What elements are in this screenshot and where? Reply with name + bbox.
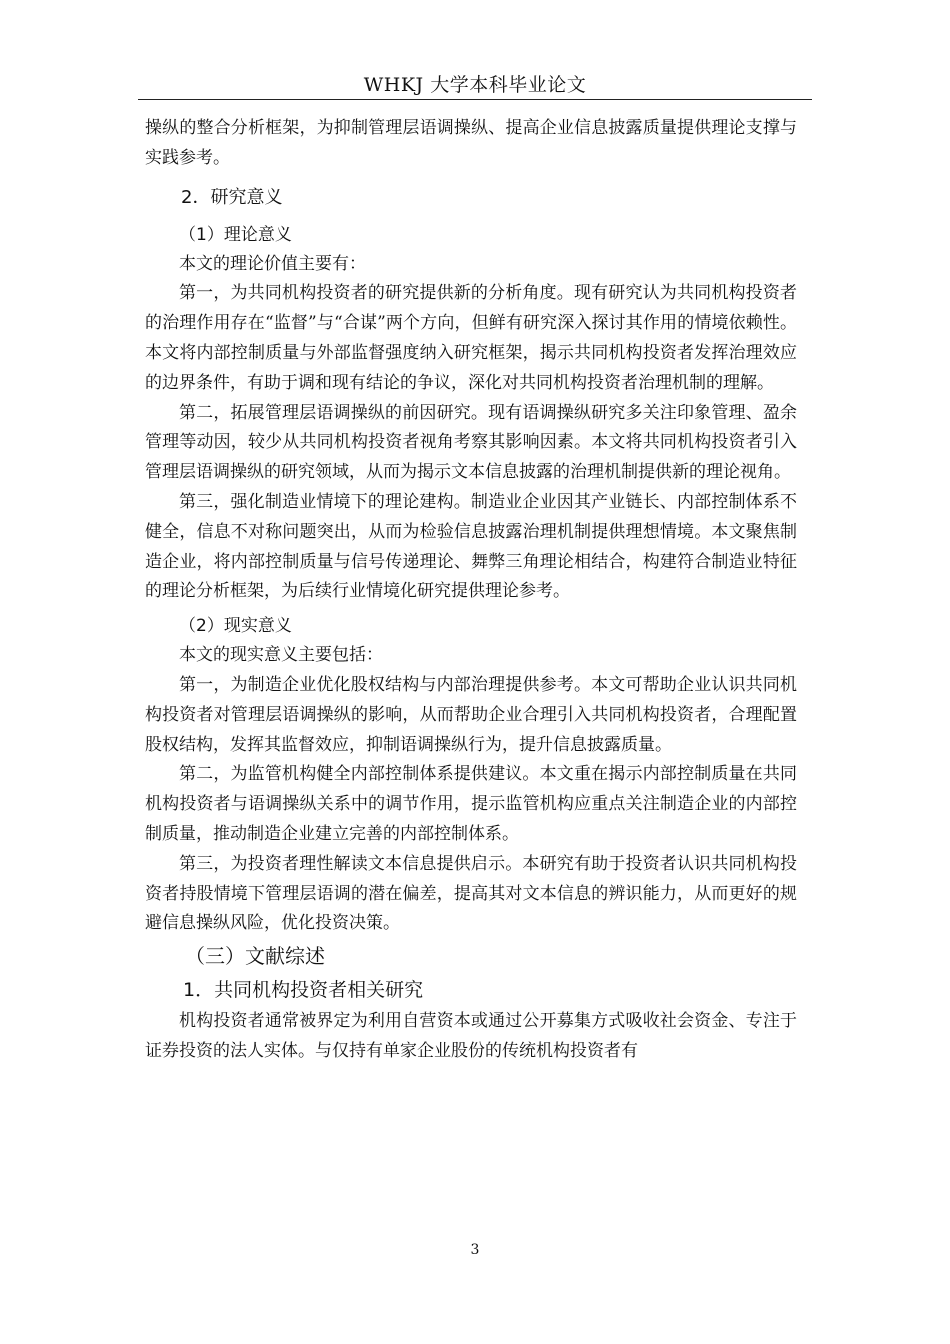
paragraph-theory-3: 第三，强化制造业情境下的理论建构。制造业企业因其产业链长、内部控制体系不健全，信息不对称问题突出，从而为检验信息披露治理机制提供理想情境。本文聚焦制造企业，将内部控制质量与信号传递理论、舞弊三角理论相结合，构建符合制造业特征的理论分析框架，为后续行业情境化研究提供理论参考。 <box>145 491 797 602</box>
paragraph-practice-1: 第一，为制造企业优化股权结构与内部治理提供参考。本文可帮助企业认识共同机构投资者对管理层语调操纵的影响，从而帮助企业合理引入共同机构投资者，合理配置股权结构，发挥其监督效应，抑制语调操纵行为，提升信息披露质量。 <box>145 674 797 755</box>
paragraph-theory-1: 第一，为共同机构投资者的研究提供新的分析角度。现有研究认为共同机构投资者的治理作用存在“监督”与“合谋”两个方向，但鲜有研究深入探讨其作用的情境依赖性。本文将内部控制质量与外部监督强度纳入研究框架，揭示共同机构投资者发挥治理效应的边界条件，有助于调和现有结论的争议，深化对共同机构投资者治理机制的理解。 <box>145 283 797 393</box>
paragraph-practice-2: 第二，为监管机构健全内部控制体系提供建议。本文重在揭示内部控制质量在共同机构投资者与语调操纵关系中的调节作用，提示监管机构应重点关注制造企业的内部控制质量，推动制造企业建立完善的内部控制体系。 <box>145 764 797 844</box>
paragraph-practice-3: 第三，为投资者理性解读文本信息提供启示。本研究有助于投资者认识共同机构投资者持股情境下管理层语调的潜在偏差，提高其对文本信息的辨识能力，从而更好的规避信息操纵风险，优化投资决策。 <box>145 853 797 934</box>
heading-common-investor-research: 1．共同机构投资者相关研究 <box>183 979 424 1002</box>
paragraph-literature-1: 机构投资者通常被界定为利用自营资本或通过公开募集方式吸收社会资金、专注于证券投资的法人实体。与仅持有单家企业股份的传统机构投资者有 <box>145 1011 797 1061</box>
heading-research-significance: 2．研究意义 <box>181 186 283 208</box>
running-header: WHKJ 大学本科毕业论文 <box>363 74 587 96</box>
header-rule <box>138 99 812 100</box>
page-number: 3 <box>470 1242 480 1258</box>
heading-literature-review: （三）文献综述 <box>185 944 325 969</box>
heading-practical-significance: （2）现实意义 <box>179 616 292 637</box>
paragraph-theory-intro: 本文的理论价值主要有： <box>179 253 366 274</box>
paragraph-practice-intro: 本文的现实意义主要包括： <box>179 645 383 666</box>
heading-theoretical-significance: （1）理论意义 <box>179 224 292 245</box>
body-text <box>145 114 797 1067</box>
paragraph-continued: 操纵的整合分析框架，为抑制管理层语调操纵、提高企业信息披露质量提供理论支撑与实践参考。 <box>145 118 797 168</box>
paragraph-theory-2: 第二，拓展管理层语调操纵的前因研究。现有语调操纵研究多关注印象管理、盈余管理等动因，较少从共同机构投资者视角考察其影响因素。本文将共同机构投资者引入管理层语调操纵的研究领域，从而为揭示文本信息披露的治理机制提供新的理论视角。 <box>145 402 797 483</box>
